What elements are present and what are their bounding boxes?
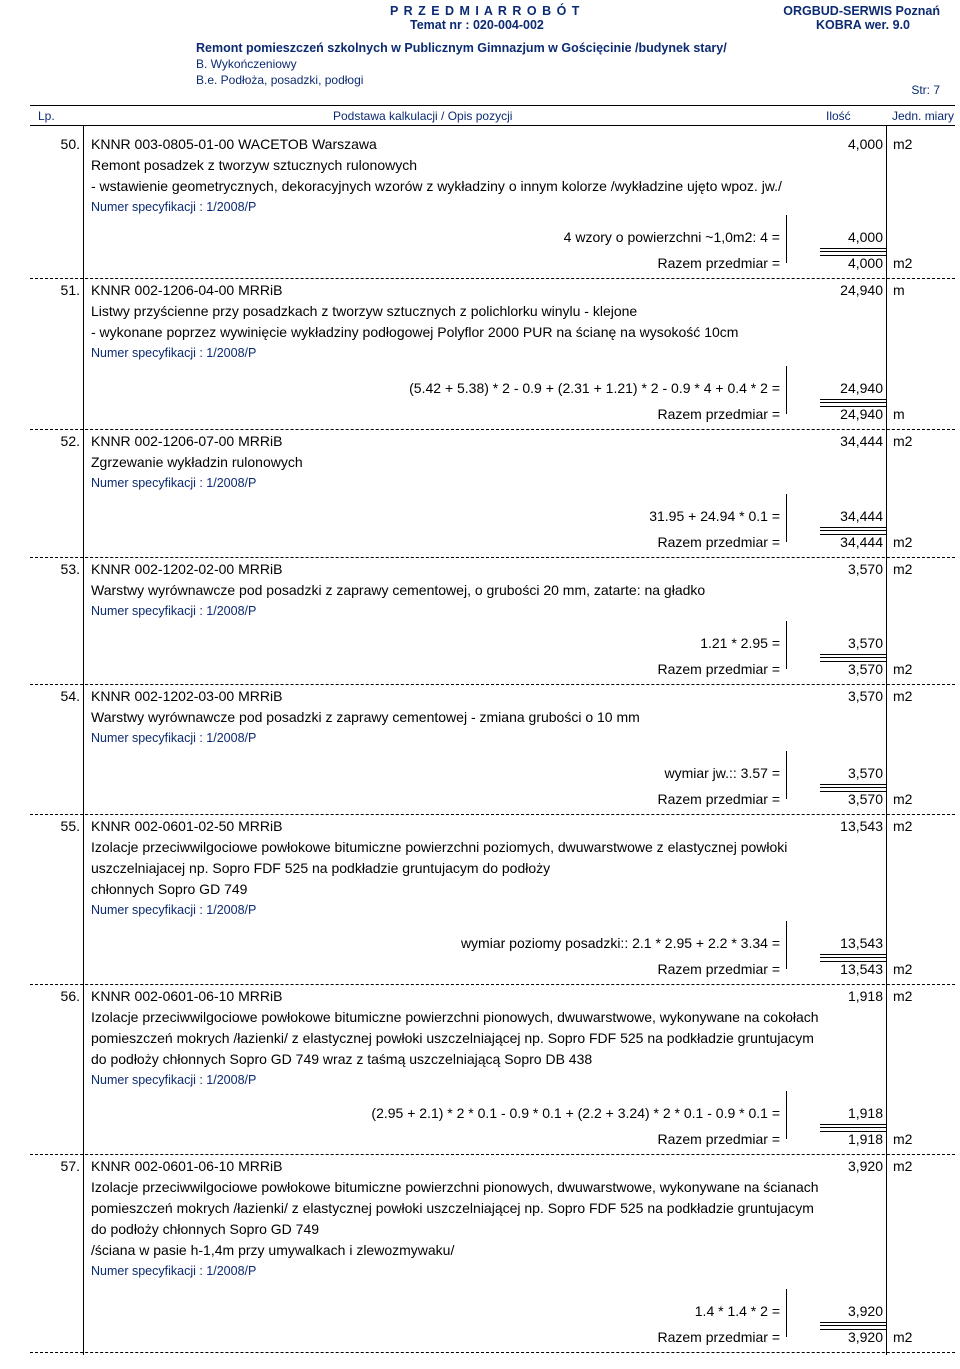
project-title: Remont pomieszczeń szkolnych w Publicznym Gimnazjum w Gościęcinie /budynek stary/ [196, 41, 727, 55]
total-double-line [820, 787, 886, 792]
item-code: KNNR 002-0601-02-50 MRRiB [91, 818, 283, 834]
item-description-line: Izolacje przeciwwilgociowe powłokowe bitumiczne powierzchni poziomych, dwuwarstwowe z elastycznej powłoki [91, 839, 788, 855]
item-total-label: Razem przedmiar = [657, 534, 780, 550]
item-description-line: chłonnych Sopro GD 749 [91, 881, 248, 897]
item-spec-number: Numer specyfikacji : 1/2008/P [91, 346, 257, 360]
calculation-separator [786, 494, 787, 542]
item-description-line: do podłoży chłonnych Sopro GD 749 wraz z taśmą uszczelniającą Sopro DB 438 [91, 1051, 593, 1067]
total-double-line [820, 530, 886, 535]
item-separator [30, 557, 955, 558]
calculation-underline [820, 784, 886, 785]
item-total-unit: m2 [893, 791, 913, 807]
item-total-label: Razem przedmiar = [657, 961, 780, 977]
item-unit: m [893, 282, 905, 298]
item-total-unit: m2 [893, 255, 913, 271]
item-code: KNNR 003-0805-01-00 WACETOB Warszawa [91, 136, 377, 152]
item-number: 53. [60, 561, 80, 577]
item-code: KNNR 002-1206-07-00 MRRiB [91, 433, 283, 449]
item-total-unit: m2 [893, 1329, 913, 1345]
item-total-label: Razem przedmiar = [657, 1329, 780, 1345]
company-name: ORGBUD-SERWIS Poznań [783, 4, 940, 18]
item-separator [30, 429, 955, 430]
item-calculation: (5.42 + 5.38) * 2 - 0.9 + (2.31 + 1.21) * 2 - 0.9 * 4 + 0.4 * 2 = [409, 380, 780, 396]
column-divider-lp [83, 125, 84, 1355]
item-code: KNNR 002-1206-04-00 MRRiB [91, 282, 283, 298]
item-description-line: Listwy przyścienne przy posadzkach z tworzyw sztucznych z polichlorku winylu - klejone [91, 303, 638, 319]
item-calculation-value: 13,543 [840, 935, 883, 951]
calculation-separator [786, 921, 787, 969]
item-total-label: Razem przedmiar = [657, 406, 780, 422]
item-description-line: - wstawienie geometrycznych, dekoracyjnych wzorów z wykładziny o innym kolorze /wykładzine ujęto wpoz. jw./ [91, 178, 782, 194]
item-code: KNNR 002-0601-06-10 MRRiB [91, 988, 283, 1004]
calculation-separator [786, 215, 787, 263]
total-double-line [820, 402, 886, 407]
item-number: 54. [60, 688, 80, 704]
item-separator [30, 1352, 955, 1353]
item-calculation-value: 34,444 [840, 508, 883, 524]
calculation-underline [820, 654, 886, 655]
item-separator [30, 814, 955, 815]
item-total: 3,920 [847, 1329, 883, 1345]
document-title: P R Z E D M I A R R O B Ó T [390, 4, 581, 18]
item-calculation: (2.95 + 2.1) * 2 * 0.1 - 0.9 * 0.1 + (2.2 + 3.24) * 2 * 0.1 - 0.9 * 0.1 = [371, 1105, 780, 1121]
item-quantity: 4,000 [847, 136, 883, 152]
item-description-line: Warstwy wyrównawcze pod posadzki z zaprawy cementowej - zmiana grubości o 10 mm [91, 709, 640, 725]
item-spec-number: Numer specyfikacji : 1/2008/P [91, 200, 257, 214]
item-total-label: Razem przedmiar = [657, 661, 780, 677]
item-unit: m2 [893, 136, 913, 152]
calculation-separator [786, 1091, 787, 1139]
total-double-line [820, 1127, 886, 1132]
item-code: KNNR 002-1202-02-00 MRRiB [91, 561, 283, 577]
item-unit: m2 [893, 1158, 913, 1174]
item-calculation-value: 3,570 [847, 635, 883, 651]
total-double-line [820, 251, 886, 256]
item-unit: m2 [893, 561, 913, 577]
item-calculation: wymiar jw.:: 3.57 = [664, 765, 780, 781]
item-description-line: /ściana w pasie h-1,4m przy umywalkach i zlewozmywaku/ [91, 1242, 455, 1258]
item-number: 56. [60, 988, 80, 1004]
item-quantity: 3,570 [847, 561, 883, 577]
item-separator [30, 1154, 955, 1155]
item-total: 3,570 [847, 791, 883, 807]
item-calculation: 1.4 * 1.4 * 2 = [694, 1303, 780, 1319]
item-number: 52. [60, 433, 80, 449]
item-quantity: 3,920 [847, 1158, 883, 1174]
item-calculation-value: 1,918 [847, 1105, 883, 1121]
item-description-line: uszczelniajacej np. Sopro FDF 525 na podkładzie gruntujacym do podłoży [91, 860, 551, 876]
item-total-unit: m2 [893, 661, 913, 677]
item-description-line: Remont posadzek z tworzyw sztucznych rulonowych [91, 157, 418, 173]
item-number: 55. [60, 818, 80, 834]
item-calculation: wymiar poziomy posadzki:: 2.1 * 2.95 + 2.2 * 3.34 = [460, 935, 780, 951]
item-code: KNNR 002-0601-06-10 MRRiB [91, 1158, 283, 1174]
column-qty: Ilość [826, 109, 851, 123]
calculation-separator [786, 621, 787, 669]
item-quantity: 24,940 [840, 282, 883, 298]
item-code: KNNR 002-1202-03-00 MRRiB [91, 688, 283, 704]
table-header-top-border [30, 105, 955, 106]
item-description-line: pomieszczeń mokrych /łazienki/ z elastycznej powłoki uszczelniającej np. Sopro FDF 525 na podkładzie gruntujacym [91, 1200, 814, 1216]
calculation-separator [786, 1289, 787, 1337]
column-unit: Jedn. miary [892, 109, 955, 123]
item-quantity: 13,543 [840, 818, 883, 834]
item-calculation: 31.95 + 24.94 * 0.1 = [649, 508, 780, 524]
item-calculation-value: 3,920 [847, 1303, 883, 1319]
calculation-underline [820, 248, 886, 249]
item-separator [30, 684, 955, 685]
item-total-unit: m [893, 406, 905, 422]
item-description-line: Zgrzewanie wykładzin rulonowych [91, 454, 303, 470]
item-number: 50. [60, 136, 80, 152]
item-total: 13,543 [840, 961, 883, 977]
item-total-label: Razem przedmiar = [657, 791, 780, 807]
item-number: 51. [60, 282, 80, 298]
calculation-separator [786, 751, 787, 799]
item-total: 24,940 [840, 406, 883, 422]
item-total: 3,570 [847, 661, 883, 677]
software-version: KOBRA wer. 9.0 [815, 18, 910, 32]
item-unit: m2 [893, 818, 913, 834]
item-total-unit: m2 [893, 534, 913, 550]
column-divider-qty [886, 125, 887, 1355]
item-description-line: Izolacje przeciwwilgociowe powłokowe bitumiczne powierzchni pionowych, dwuwarstwowe, wykonywane na cokołach [91, 1009, 819, 1025]
column-basis: Podstawa kalkulacji / Opis pozycji [333, 109, 513, 123]
item-description-line: pomieszczeń mokrych /łazienki/ z elastycznej powłoki uszczelniającej np. Sopro FDF 525 na podkładzie gruntujacym [91, 1030, 814, 1046]
item-total-unit: m2 [893, 1131, 913, 1147]
item-separator [30, 984, 955, 985]
item-description-line: Izolacje przeciwwilgociowe powłokowe bitumiczne powierzchni pionowych, dwuwarstwowe, wykonywane na ścianach [91, 1179, 819, 1195]
item-total: 1,918 [847, 1131, 883, 1147]
table-header-bottom-border [30, 125, 955, 126]
total-double-line [820, 957, 886, 962]
item-calculation-value: 3,570 [847, 765, 883, 781]
item-spec-number: Numer specyfikacji : 1/2008/P [91, 1264, 257, 1278]
item-spec-number: Numer specyfikacji : 1/2008/P [91, 903, 257, 917]
item-description-line: Warstwy wyrównawcze pod posadzki z zaprawy cementowej, o grubości 20 mm, zatarte: na gładko [91, 582, 706, 598]
item-spec-number: Numer specyfikacji : 1/2008/P [91, 1073, 257, 1087]
item-number: 57. [60, 1158, 80, 1174]
item-calculation: 1.21 * 2.95 = [700, 635, 780, 651]
item-spec-number: Numer specyfikacji : 1/2008/P [91, 476, 257, 490]
item-spec-number: Numer specyfikacji : 1/2008/P [91, 604, 257, 618]
calculation-separator [786, 366, 787, 414]
total-double-line [820, 1325, 886, 1330]
item-unit: m2 [893, 688, 913, 704]
total-double-line [820, 657, 886, 662]
calculation-underline [820, 954, 886, 955]
item-total-unit: m2 [893, 961, 913, 977]
item-total-label: Razem przedmiar = [657, 255, 780, 271]
item-total: 34,444 [840, 534, 883, 550]
column-lp: Lp. [38, 109, 55, 123]
section-be: B.e. Podłoża, posadzki, podłogi [196, 73, 364, 87]
item-calculation-value: 24,940 [840, 380, 883, 396]
calculation-underline [820, 399, 886, 400]
calculation-underline [820, 527, 886, 528]
item-unit: m2 [893, 988, 913, 1004]
item-description-line: do podłoży chłonnych Sopro GD 749 [91, 1221, 320, 1237]
item-total: 4,000 [847, 255, 883, 271]
item-unit: m2 [893, 433, 913, 449]
item-quantity: 1,918 [847, 988, 883, 1004]
item-total-label: Razem przedmiar = [657, 1131, 780, 1147]
topic-number: Temat nr : 020-004-002 [410, 18, 544, 32]
calculation-underline [820, 1124, 886, 1125]
item-separator [30, 278, 955, 279]
item-calculation-value: 4,000 [847, 229, 883, 245]
page-number: Str: 7 [911, 83, 940, 97]
item-quantity: 34,444 [840, 433, 883, 449]
item-spec-number: Numer specyfikacji : 1/2008/P [91, 731, 257, 745]
item-calculation: 4 wzory o powierzchni ~1,0m2: 4 = [563, 229, 780, 245]
item-quantity: 3,570 [847, 688, 883, 704]
section-b: B. Wykończeniowy [196, 57, 297, 71]
item-description-line: - wykonane poprzez wywinięcie wykładziny podłogowej Polyflor 2000 PUR na ścianę na wysokość 10cm [91, 324, 739, 340]
calculation-underline [820, 1322, 886, 1323]
